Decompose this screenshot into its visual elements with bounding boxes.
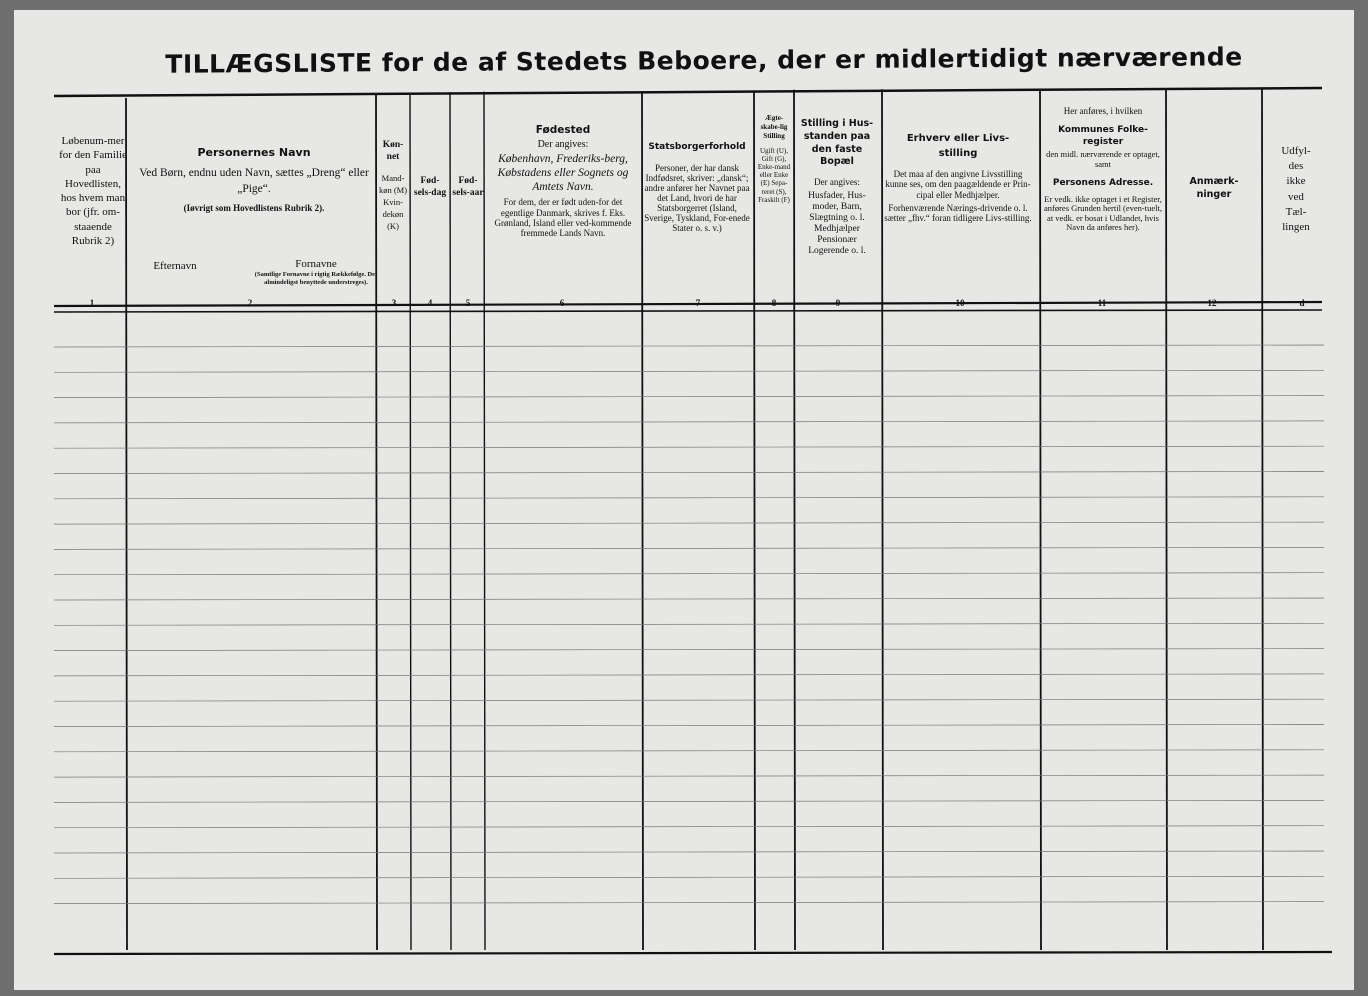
col-6-line3: For dem, der er født uden-for det egentlige Danmark, skrives f. Eks. Grønland, Island eller ved-kommende fremmede Lands Navn. xyxy=(494,197,632,239)
column-divider xyxy=(1166,88,1167,950)
column-divider xyxy=(754,90,755,950)
row-rule xyxy=(54,396,1324,398)
col-11-heading2: Personens Adresse. xyxy=(1052,177,1154,188)
col-7-text: Personer, der har dansk Indfødsret, skriver: „dansk“; andre anfører her Navnet paa det Land, hvori de har Statsborgerret (Island, Sverige, Tyskland, For-enede Stater o. s. v.) xyxy=(644,162,750,234)
col-d-text: Udfyl-des ikke ved Tæl-lingen xyxy=(1281,145,1311,233)
form-title: TILLÆGSLISTE for de af Stedets Beboere, der er midlertidigt nærværende xyxy=(165,42,1243,79)
col-5-heading: Fød-sels-aar xyxy=(452,176,484,198)
col-4-header xyxy=(412,176,448,199)
col-7-number: 7 xyxy=(695,298,701,308)
col-2-number: 2 xyxy=(247,298,253,308)
column-divider xyxy=(882,89,883,950)
row-rule xyxy=(54,573,1324,575)
col-9-heading: Stilling i Hus-standen paa den faste Bopæl xyxy=(800,118,874,168)
col-8-text: Ugift (U), Gift (G), Enke-mand eller Enke (E) Sepa-reret (S), Fraskilt (F) xyxy=(757,147,791,204)
col-8-number: 8 xyxy=(771,298,777,308)
col-10-line2: Forhenværende Nærings-drivende o. l. sætter „fhv.“ foran tidligere Livs-stilling. xyxy=(884,203,1032,224)
col-3-heading: Køn-net xyxy=(382,140,404,162)
col-11-header xyxy=(1042,106,1164,233)
row-rule xyxy=(54,547,1324,549)
col-2-header xyxy=(132,146,376,214)
col-10-heading: Erhverv eller Livs-stilling xyxy=(906,133,1010,159)
col-6-number: 6 xyxy=(559,298,565,308)
row-rule xyxy=(54,623,1324,625)
col-6-line1: Der angives: xyxy=(537,138,589,150)
row-rule xyxy=(54,725,1324,727)
row-rule xyxy=(54,750,1324,752)
col-6-header xyxy=(488,124,638,239)
row-rule xyxy=(54,472,1324,474)
col-12-header xyxy=(1170,176,1258,202)
column-divider xyxy=(642,91,643,950)
column-divider xyxy=(410,93,411,950)
col-5-number: 5 xyxy=(465,298,471,308)
col-3-text: Mand-køn (M) Kvin-dekøn (K) xyxy=(378,173,408,231)
col-2-fornavne-label: Fornavne xyxy=(295,258,337,270)
form-bottom-rule xyxy=(54,952,1332,954)
row-rule xyxy=(54,826,1324,828)
row-rule xyxy=(54,446,1324,448)
col-10-line1: Det maa af den angivne Livsstilling kunne ses, om den paagældende er Prin-cipal eller Medhjælper. xyxy=(885,169,1031,200)
col-1-text: Løbenum-mer for den Familie paa Hovedlisten, hos hvem man bor (jfr. om-staaende Rubrik 2) xyxy=(59,135,127,248)
row-rule xyxy=(54,421,1324,423)
row-rule xyxy=(54,497,1324,499)
col-6-line2: København, Frederiks-berg, Købstadens eller Sognets og Amtets Navn. xyxy=(497,152,629,193)
col-2-efternavn: Efternavn xyxy=(153,260,197,272)
column-divider xyxy=(484,92,485,950)
col-6-heading: Fødested xyxy=(535,124,591,136)
col-2-line2: (Iøvrigt som Hovedlistens Rubrik 2). xyxy=(183,203,325,214)
row-rule xyxy=(54,370,1324,372)
row-rule xyxy=(54,522,1324,524)
row-rule xyxy=(54,649,1324,651)
col-3-header xyxy=(378,140,408,233)
header-top-rule xyxy=(54,88,1322,96)
row-rule xyxy=(54,851,1324,853)
col-12-number: 12 xyxy=(1207,298,1217,308)
column-divider xyxy=(450,92,451,950)
col-2-line1: Ved Børn, endnu uden Navn, sættes „Dreng“ eller „Pige“. xyxy=(139,167,369,195)
row-rule xyxy=(54,598,1324,600)
col-2-heading: Personernes Navn xyxy=(197,146,311,159)
col-1-number: 1 xyxy=(89,298,95,308)
row-rule xyxy=(54,674,1324,676)
col-11-line0: Her anføres, i hvilken xyxy=(1063,106,1143,116)
column-divider xyxy=(794,90,795,950)
col-1-header xyxy=(58,134,128,248)
col-11-line1: den midl. nærværende er optaget, samt xyxy=(1046,149,1160,170)
col-d-number: d xyxy=(1299,298,1305,308)
row-rule xyxy=(54,775,1324,777)
col-10-number: 10 xyxy=(955,298,965,308)
col-3-number: 3 xyxy=(391,298,397,308)
col-11-heading: Kommunes Folke-register xyxy=(1058,124,1148,148)
col-12-heading: Anmærk-ninger xyxy=(1189,176,1239,200)
col-9-line2: Husfader, Hus-moder, Barn, Slægtning o. l. Medhjælper Pensionær Logerende o. l. xyxy=(808,191,866,256)
col-9-header xyxy=(796,118,878,257)
col-2-fornavne-note: (Samtlige Fornavne i rigtig Rækkefølge. Det almindeligst benyttede understreges). xyxy=(254,271,378,286)
col-4-heading: Fød-sels-dag xyxy=(413,176,447,198)
col-2-fornavne xyxy=(252,258,380,286)
row-rule xyxy=(54,902,1324,904)
col-4-number: 4 xyxy=(427,298,433,308)
row-rule xyxy=(54,876,1324,878)
col-d-header xyxy=(1266,144,1326,235)
column-divider xyxy=(1262,87,1263,950)
column-divider xyxy=(376,93,377,950)
col-8-heading: Ægte-skabe-lig Stilling xyxy=(760,114,788,141)
col-7-header xyxy=(644,142,750,234)
row-rule xyxy=(54,699,1324,701)
census-form-sheet xyxy=(14,10,1354,990)
column-divider xyxy=(1040,89,1041,950)
row-rule xyxy=(54,800,1324,802)
col-7-heading: Statsborgerforhold xyxy=(648,142,746,152)
col-11-line2: Er vedk. ikke optaget i et Register, anføres Grunden hertil (even-tuelt, at vedk. er bosat i Udlandet, hvis Navn da anføres her). xyxy=(1043,193,1162,233)
col-11-number: 11 xyxy=(1097,298,1107,308)
row-rule xyxy=(54,345,1324,347)
col-8-header xyxy=(756,114,792,204)
col-9-line1: Der angives: xyxy=(814,177,860,188)
col-10-header xyxy=(884,132,1032,224)
header-bottom-rule-2 xyxy=(54,310,1322,312)
col-5-header xyxy=(452,176,484,199)
col-9-number: 9 xyxy=(835,298,841,308)
